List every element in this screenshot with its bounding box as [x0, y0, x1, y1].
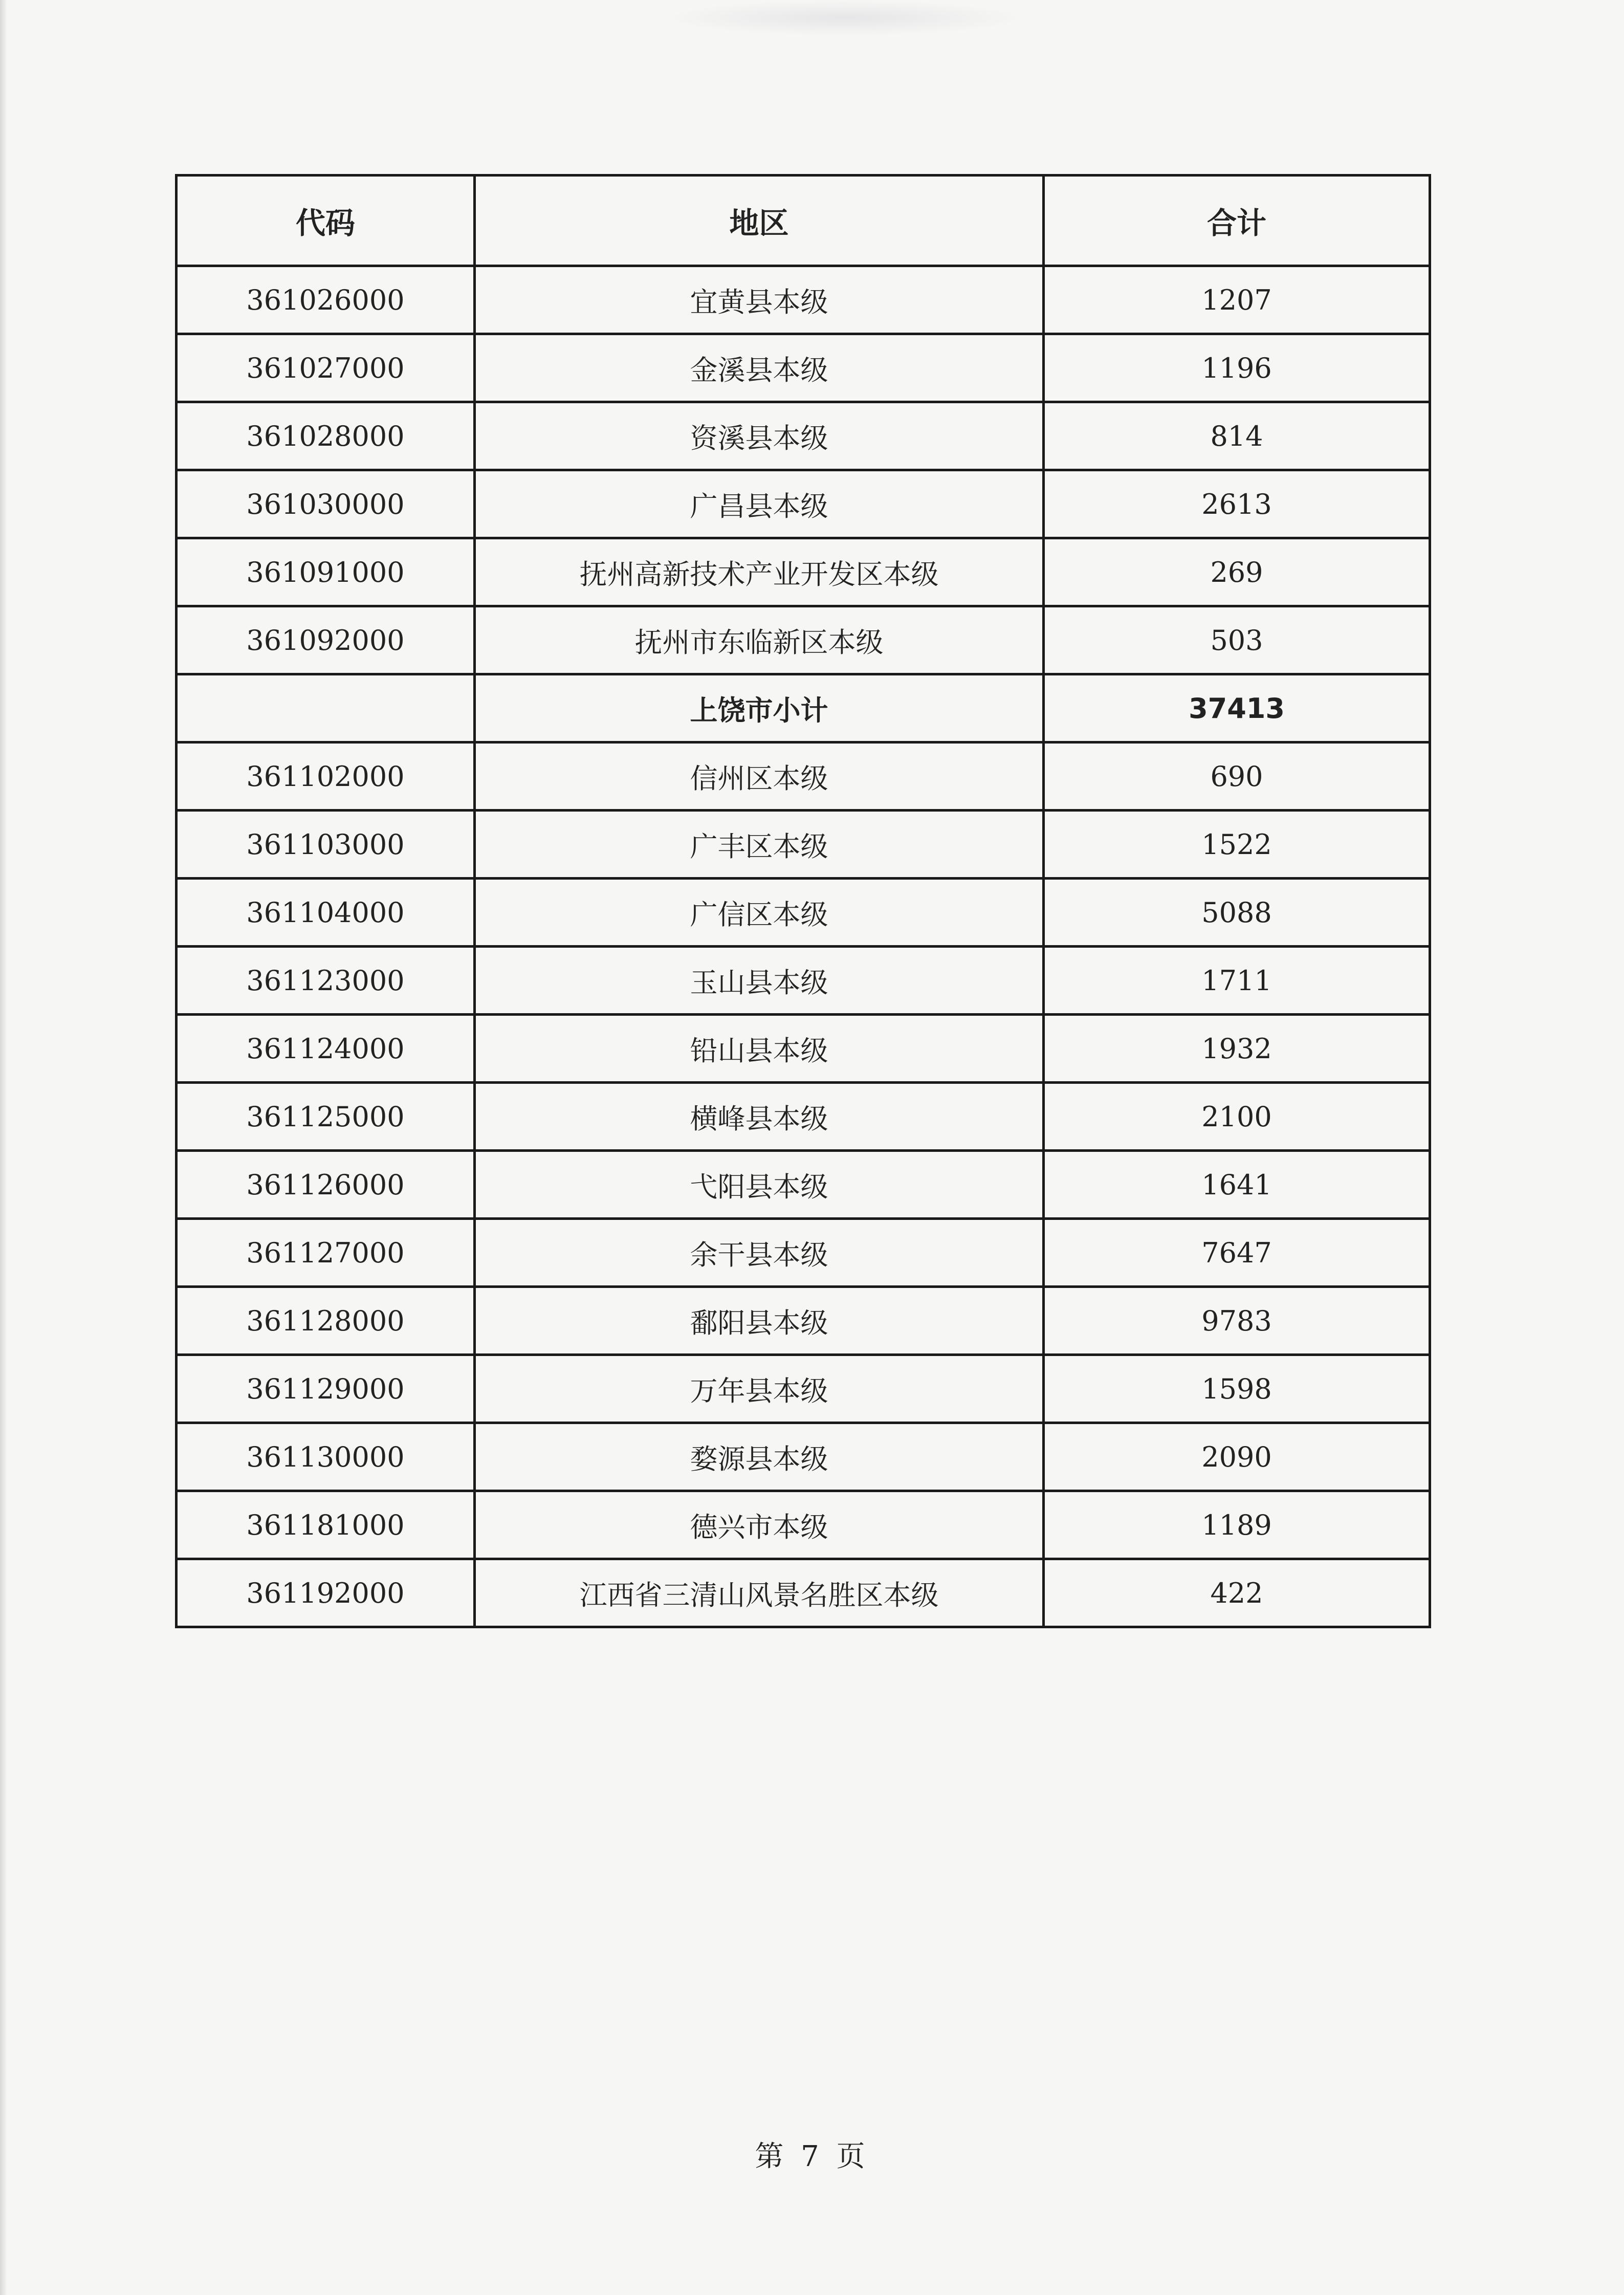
- table-row: [177, 1423, 1430, 1491]
- cell-region: 玉山县本级: [475, 947, 1044, 1015]
- cell-code: 361128000: [177, 1287, 475, 1355]
- table-row: [177, 947, 1430, 1015]
- cell-total: 2090: [1044, 1423, 1430, 1491]
- cell-region: 铅山县本级: [475, 1015, 1044, 1083]
- cell-region: 宜黄县本级: [475, 266, 1044, 334]
- cell-total: 1189: [1044, 1491, 1430, 1559]
- cell-total: 1641: [1044, 1151, 1430, 1219]
- table-row: [177, 1559, 1430, 1627]
- table-row: [177, 879, 1430, 947]
- cell-region: 资溪县本级: [475, 402, 1044, 470]
- cell-region: 广信区本级: [475, 879, 1044, 947]
- cell-total: 1207: [1044, 266, 1430, 334]
- cell-code: 361123000: [177, 947, 475, 1015]
- table-row: [177, 402, 1430, 470]
- header-total: 合计: [1044, 176, 1430, 266]
- cell-total: 1598: [1044, 1355, 1430, 1423]
- table-row: [177, 470, 1430, 538]
- cell-region: 江西省三清山风景名胜区本级: [475, 1559, 1044, 1627]
- cell-total: 690: [1044, 742, 1430, 811]
- cell-region: 信州区本级: [475, 742, 1044, 811]
- cell-total: 1522: [1044, 811, 1430, 879]
- table-row: [177, 1355, 1430, 1423]
- cell-code: 361181000: [177, 1491, 475, 1559]
- cell-code: 361092000: [177, 606, 475, 674]
- cell-region: 上饶市小计: [475, 674, 1044, 742]
- cell-region: 弋阳县本级: [475, 1151, 1044, 1219]
- cell-code: 361125000: [177, 1083, 475, 1151]
- table-row: [177, 1083, 1430, 1151]
- cell-total: 269: [1044, 538, 1430, 606]
- cell-total: 814: [1044, 402, 1430, 470]
- table-body: [177, 266, 1430, 1627]
- cell-code: 361129000: [177, 1355, 475, 1423]
- table-row: [177, 606, 1430, 674]
- cell-region: 横峰县本级: [475, 1083, 1044, 1151]
- cell-total: 422: [1044, 1559, 1430, 1627]
- table-row: [177, 1015, 1430, 1083]
- cell-code: 361124000: [177, 1015, 475, 1083]
- cell-code: 361192000: [177, 1559, 475, 1627]
- table-row: [177, 1219, 1430, 1287]
- header-region: 地区: [475, 176, 1044, 266]
- table-row: [177, 334, 1430, 402]
- table-row: [177, 538, 1430, 606]
- table-row: [177, 266, 1430, 334]
- cell-code: 361030000: [177, 470, 475, 538]
- cell-total: 1196: [1044, 334, 1430, 402]
- table-header-row: [177, 176, 1430, 266]
- cell-region: 抚州市东临新区本级: [475, 606, 1044, 674]
- cell-total: 2100: [1044, 1083, 1430, 1151]
- scan-edge: [0, 0, 7, 2295]
- cell-code: 361027000: [177, 334, 475, 402]
- cell-total: 9783: [1044, 1287, 1430, 1355]
- cell-code: 361127000: [177, 1219, 475, 1287]
- subtotal-row: [177, 674, 1430, 742]
- cell-code: 361126000: [177, 1151, 475, 1219]
- cell-code: 361026000: [177, 266, 475, 334]
- cell-region: 金溪县本级: [475, 334, 1044, 402]
- cell-code: [177, 674, 475, 742]
- page-number: 第 7 页: [755, 2140, 869, 2173]
- cell-region: 余干县本级: [475, 1219, 1044, 1287]
- cell-total: 503: [1044, 606, 1430, 674]
- cell-code: 361091000: [177, 538, 475, 606]
- region-totals-table: [175, 174, 1431, 1628]
- cell-code: 361104000: [177, 879, 475, 947]
- table-row: [177, 1491, 1430, 1559]
- table-row: [177, 1287, 1430, 1355]
- cell-total: 7647: [1044, 1219, 1430, 1287]
- cell-region: 婺源县本级: [475, 1423, 1044, 1491]
- cell-code: 361028000: [177, 402, 475, 470]
- cell-region: 万年县本级: [475, 1355, 1044, 1423]
- cell-region: 广昌县本级: [475, 470, 1044, 538]
- table-row: [177, 811, 1430, 879]
- cell-total: 5088: [1044, 879, 1430, 947]
- cell-region: 德兴市本级: [475, 1491, 1044, 1559]
- table-row: [177, 742, 1430, 811]
- cell-total: 2613: [1044, 470, 1430, 538]
- table-row: [177, 1151, 1430, 1219]
- cell-region: 广丰区本级: [475, 811, 1044, 879]
- cell-total: 1711: [1044, 947, 1430, 1015]
- cell-code: 361130000: [177, 1423, 475, 1491]
- cell-total: 1932: [1044, 1015, 1430, 1083]
- scan-shadow: [665, 0, 1023, 36]
- cell-region: 抚州高新技术产业开发区本级: [475, 538, 1044, 606]
- header-code: 代码: [177, 176, 475, 266]
- cell-code: 361102000: [177, 742, 475, 811]
- cell-total: 37413: [1044, 674, 1430, 742]
- cell-code: 361103000: [177, 811, 475, 879]
- cell-region: 鄱阳县本级: [475, 1287, 1044, 1355]
